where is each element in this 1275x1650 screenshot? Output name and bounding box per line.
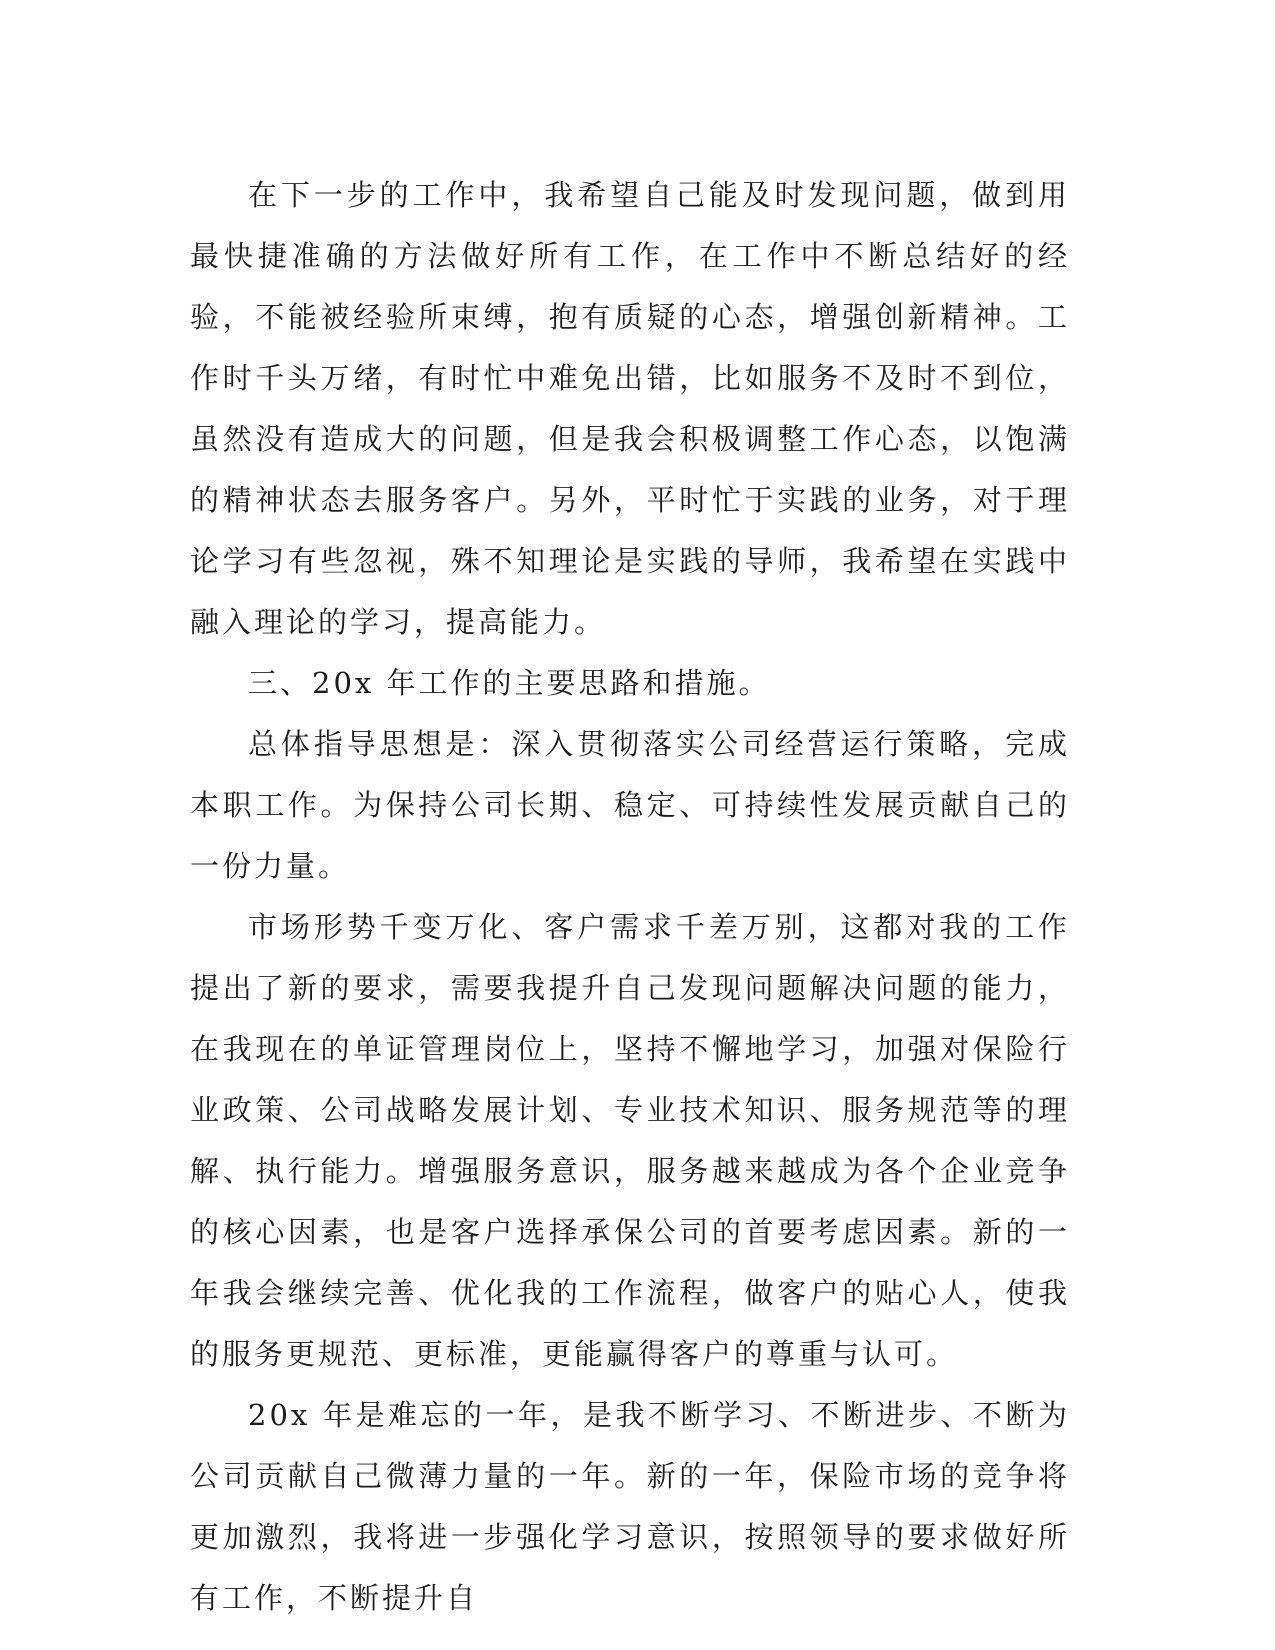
document-body [190, 165, 1070, 1629]
paragraph-market-situation: 市场形势千变万化、客户需求千差万别，这都对我的工作提出了新的要求，需要我提升自己发现问题解决问题的能力，在我现在的单证管理岗位上，坚持不懈地学习，加强对保险行业政策、公司战略发展计划、专业技术知识、服务规范等的理解、执行能力。增强服务意识，服务越来越成为各个企业竞争的核心因素，也是客户选择承保公司的首要考虑因素。新的一年我会继续完善、优化我的工作流程，做客户的贴心人，使我的服务更规范、更标准，更能赢得客户的尊重与认可。 [190, 910, 1070, 1371]
paragraph-year-summary: 20x 年是难忘的一年，是我不断学习、不断进步、不断为公司贡献自己微薄力量的一年。新的一年，保险市场的竞争将更加激烈，我将进一步强化学习意识，按照领导的要求做好所有工作，不断提升自 [190, 1398, 1070, 1615]
section-heading-main-ideas: 三、20x 年工作的主要思路和措施。 [248, 666, 771, 700]
paragraph-work-plan: 在下一步的工作中，我希望自己能及时发现问题，做到用最快捷准确的方法做好所有工作，在工作中不断总结好的经验，不能被经验所束缚，抱有质疑的心态，增强创新精神。工作时千头万绪，有时忙中难免出错，比如服务不及时不到位，虽然没有造成大的问题，但是我会积极调整工作心态，以饱满的精神状态去服务客户。另外，平时忙于实践的业务，对于理论学习有些忽视，殊不知理论是实践的导师，我希望在实践中融入理论的学习，提高能力。 [190, 178, 1070, 639]
paragraph-guiding-thought: 总体指导思想是：深入贯彻落实公司经营运行策略，完成本职工作。为保持公司长期、稳定、可持续性发展贡献自己的一份力量。 [190, 727, 1070, 883]
